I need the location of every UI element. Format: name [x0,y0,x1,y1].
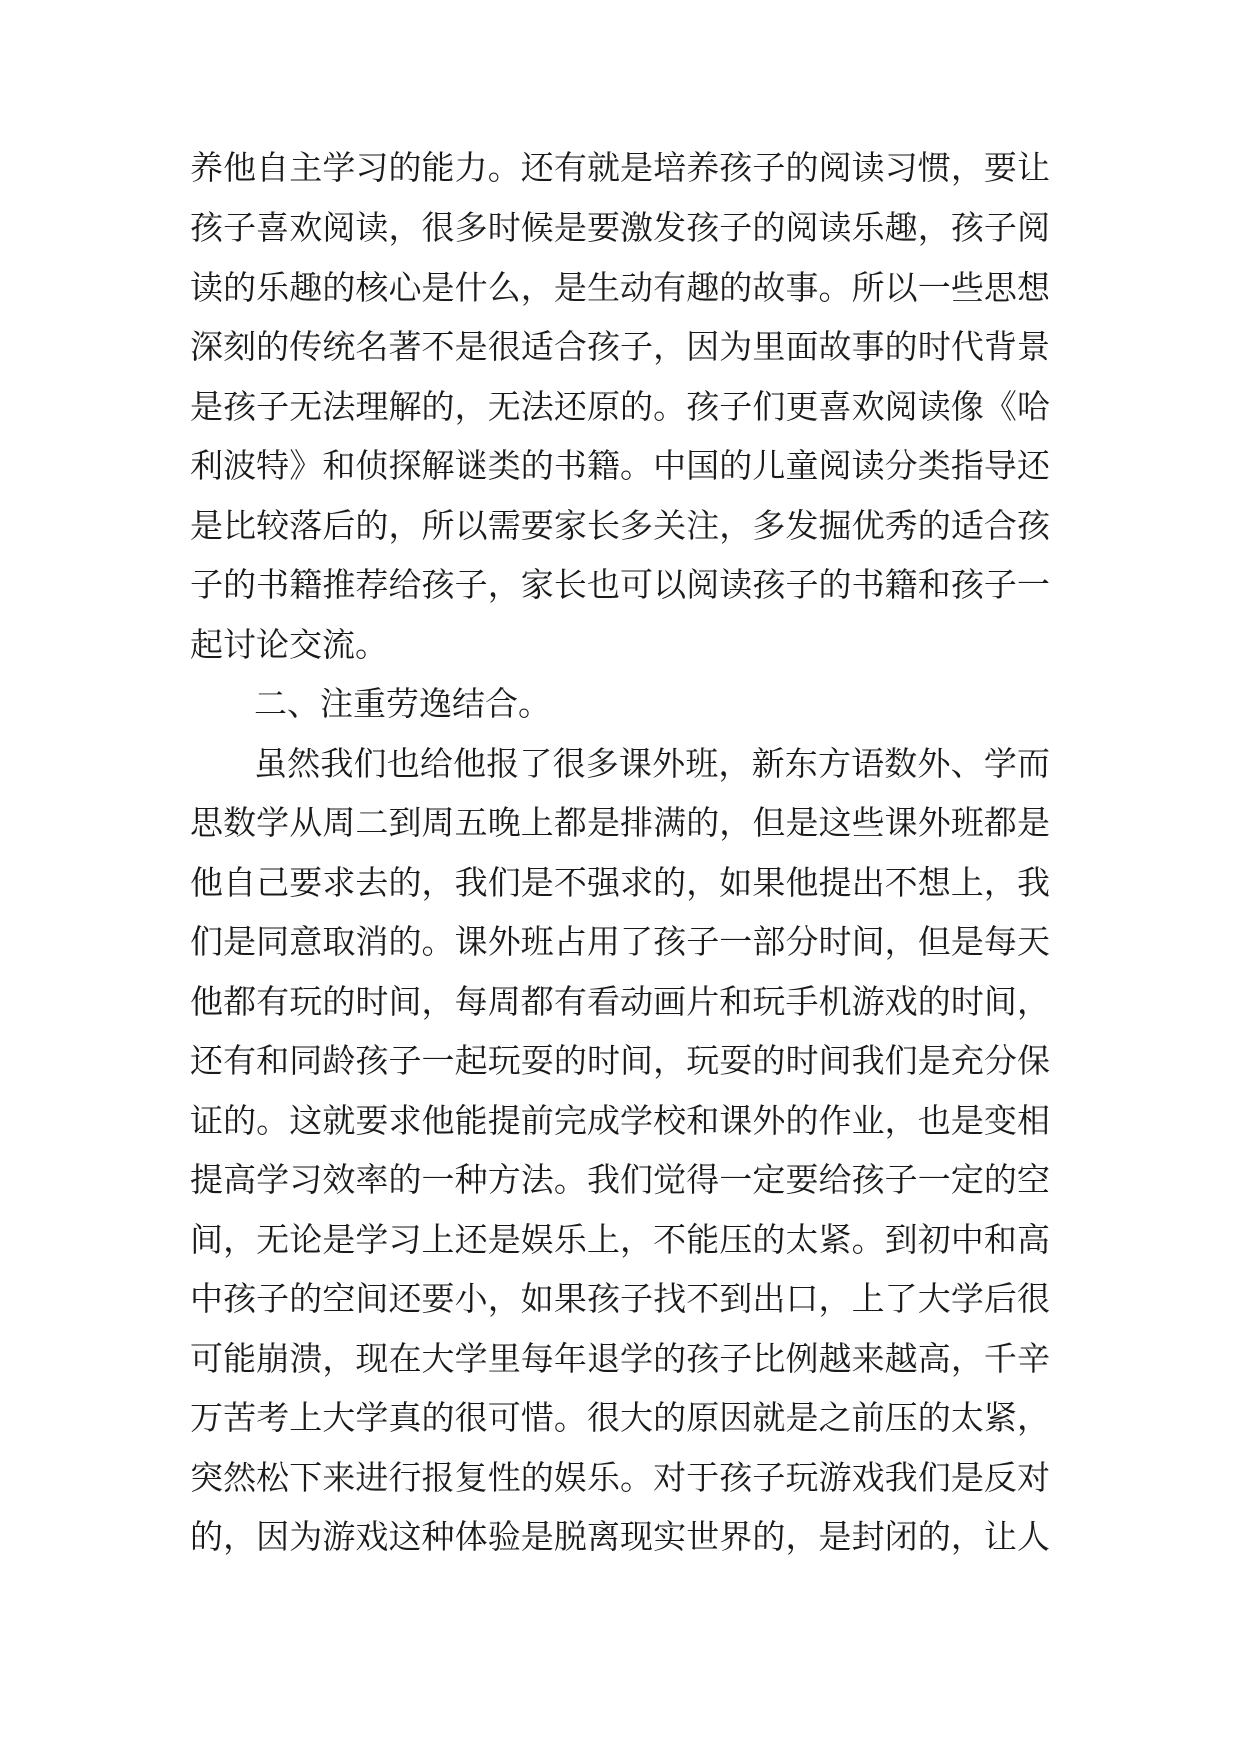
paragraph-line: 虽然我们也给他报了很多课外班，新东方语数外、学而 [254,744,1050,783]
paragraph-line: 利波特》和侦探解谜类的书籍。中国的儿童阅读分类指导还 [190,446,1050,485]
paragraph-line: 证的。这就要求他能提前完成学校和课外的作业，也是变相 [190,1101,1050,1140]
paragraph-line: 读的乐趣的核心是什么，是生动有趣的故事。所以一些思想 [190,268,1050,307]
paragraph-line: 子的书籍推荐给孩子，家长也可以阅读孩子的书籍和孩子一 [190,565,1050,604]
paragraph-line: 的，因为游戏这种体验是脱离现实世界的，是封闭的，让人 [190,1517,1050,1556]
paragraph-line: 可能崩溃，现在大学里每年退学的孩子比例越来越高，千辛 [190,1339,1050,1378]
paragraph-line: 他都有玩的时间，每周都有看动画片和玩手机游戏的时间， [190,982,1050,1021]
paragraph-line: 提高学习效率的一种方法。我们觉得一定要给孩子一定的空 [190,1160,1050,1199]
paragraph-line: 突然松下来进行报复性的娱乐。对于孩子玩游戏我们是反对 [190,1458,1050,1497]
paragraph-line: 们是同意取消的。课外班占用了孩子一部分时间，但是每天 [190,922,1050,961]
paragraph-line: 间，无论是学习上还是娱乐上，不能压的太紧。到初中和高 [190,1220,1050,1259]
paragraph-line: 是孩子无法理解的，无法还原的。孩子们更喜欢阅读像《哈 [190,387,1050,426]
paragraph-line: 万苦考上大学真的很可惜。很大的原因就是之前压的太紧， [190,1398,1050,1437]
paragraph-line: 养他自主学习的能力。还有就是培养孩子的阅读习惯，要让 [190,148,1050,187]
paragraph-line: 他自己要求去的，我们是不强求的，如果他提出不想上，我 [190,863,1050,902]
paragraph-line: 中孩子的空间还要小，如果孩子找不到出口，上了大学后很 [190,1279,1050,1318]
paragraph-line: 还有和同龄孩子一起玩耍的时间，玩耍的时间我们是充分保 [190,1041,1050,1080]
section-heading: 二、注重劳逸结合。 [254,684,551,723]
paragraph-line: 孩子喜欢阅读，很多时候是要激发孩子的阅读乐趣，孩子阅 [190,208,1050,247]
paragraph-line: 思数学从周二到周五晚上都是排满的，但是这些课外班都是 [190,803,1050,842]
paragraph-line: 是比较落后的，所以需要家长多关注，多发掘优秀的适合孩 [190,506,1050,545]
paragraph-line: 深刻的传统名著不是很适合孩子，因为里面故事的时代背景 [190,327,1050,366]
paragraph-line: 起讨论交流。 [190,625,388,664]
